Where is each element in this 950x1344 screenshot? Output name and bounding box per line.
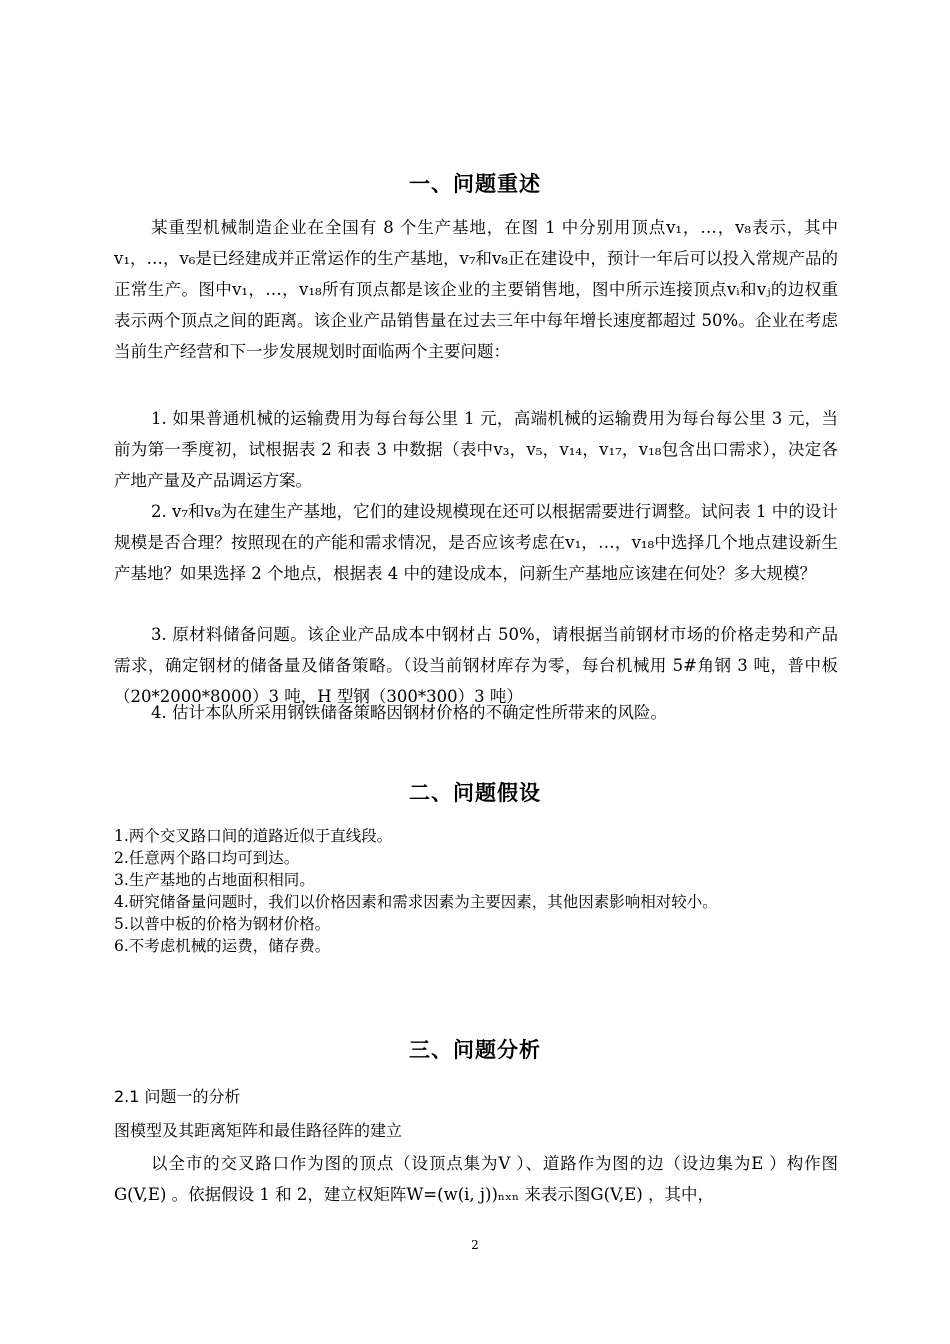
paragraph-question-4: 4. 估计本队所采用钢铁储备策略因钢材价格的不确定性所带来的风险。 (151, 703, 667, 722)
list-item: 1.两个交叉路口间的道路近似于直线段。 (114, 827, 393, 845)
assumption-list (114, 825, 844, 957)
subsection-subheading: 图模型及其距离矩阵和最佳路径阵的建立 (114, 1121, 403, 1140)
paragraph-question-2: 2. v₇和v₈为在建生产基地，它们的建设规模现在还可以根据需要进行调整。试问表 1 中的设计规模是否合理？按照现在的产能和需求情况，是否应该考虑在v₁，…，v₁₈中选择几个地点建设新生产基地？如果选择 2 个地点，根据表 4 中的建设成本，问新生产基地应该建在何处？多大规模？ (114, 502, 838, 583)
paragraph-question-3: 3. 原材料储备问题。该企业产品成本中钢材占 50%，请根据当前钢材市场的价格走势和产品需求，确定钢材的储备量及储备策略。（设当前钢材库存为零，每台机械用 5#角钢 3 吨，普中板（20*2000*8000）3 吨，H 型钢（300*300）3 吨） (114, 625, 838, 706)
section-title-3: 三、问题分析 (409, 1038, 541, 1062)
subsection-heading: 2.1 问题一的分析 (114, 1087, 241, 1106)
list-item: 6.不考虑机械的运费，储存费。 (114, 937, 331, 955)
list-item: 5.以普中板的价格为钢材价格。 (114, 915, 331, 933)
list-item: 3.生产基地的占地面积相同。 (114, 871, 315, 889)
list-item: 4.研究储备量问题时，我们以价格因素和需求因素为主要因素，其他因素影响相对较小。 (114, 893, 718, 911)
section-title-1: 一、问题重述 (409, 172, 541, 196)
paragraph-restatement: 某重型机械制造企业在全国有 8 个生产基地，在图 1 中分别用顶点v₁，…，v₈表示，其中v₁，…，v₆是已经建成并正常运作的生产基地，v₇和v₈正在建设中，预计一年后可以投入常规产品的正常生产。图中v₁，…，v₁₈所有顶点都是该企业的主要销售地，图中所示连接顶点vᵢ和vⱼ的边权重表示两个顶点之间的距离。该企业产品销售量在过去三年中每年增长速度都超过 50%。企业在考虑当前生产经营和下一步发展规划时面临两个主要问题： (114, 218, 838, 361)
paragraph-analysis: 以全市的交叉路口作为图的顶点（设顶点集为V ）、道路作为图的边（设边集为E ）构作图G(V,E) 。依据假设 1 和 2，建立权矩阵W=(w(i, j))ₙₓₙ 来表示图G(V,E) ，其中， (114, 1154, 838, 1204)
paragraph-question-1: 1. 如果普通机械的运输费用为每台每公里 1 元，高端机械的运输费用为每台每公里 3 元，当前为第一季度初，试根据表 2 和表 3 中数据（表中v₃，v₅，v₁₄，v₁₇，v₁₈包含出口需求），决定各产地产量及产品调运方案。 (114, 409, 838, 490)
section-title-2: 二、问题假设 (409, 781, 541, 805)
page-number: 2 (471, 1238, 479, 1252)
list-item: 2.任意两个路口均可到达。 (114, 849, 300, 867)
